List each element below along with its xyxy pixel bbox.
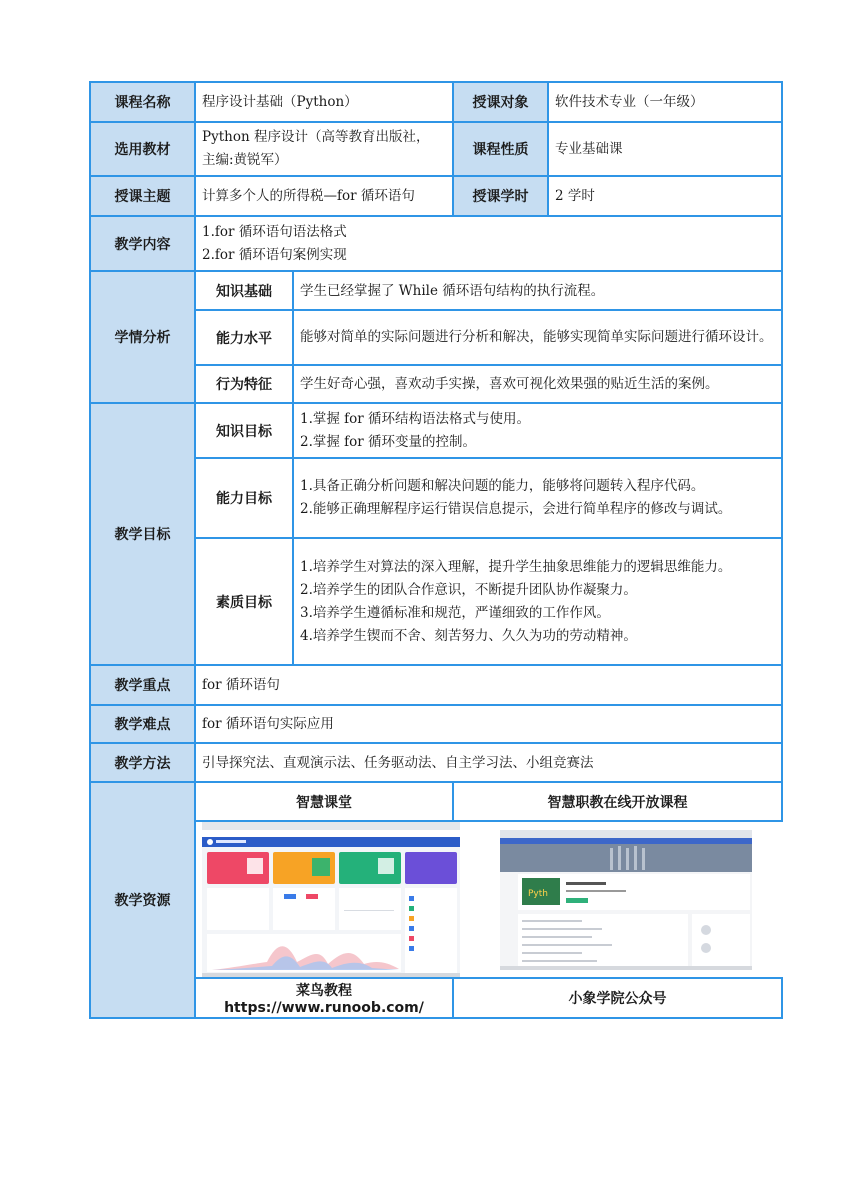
quality-goal-label: 素质目标 bbox=[195, 538, 293, 665]
resource-smart-classroom: 智慧课堂 bbox=[195, 782, 453, 821]
knowledge-base-label: 知识基础 bbox=[195, 271, 293, 310]
online-course-screenshot-cell bbox=[453, 821, 782, 978]
textbook-value bbox=[195, 122, 453, 176]
textbook-line: Python 程序设计（高等教育出版社， bbox=[202, 129, 430, 145]
resource-wechat-account: 小象学院公众号 bbox=[453, 978, 782, 1018]
ability-goal-label: 能力目标 bbox=[195, 458, 293, 538]
ability-level-value: 能够对简单的实际问题进行分析和解决，能够实现简单实际问题进行循环设计。 bbox=[293, 310, 782, 365]
topic-label: 授课主题 bbox=[90, 176, 195, 216]
behavior-value: 学生好奇心强，喜欢动手实操，喜欢可视化效果强的贴近生活的案例。 bbox=[293, 365, 782, 403]
course-nature-label: 课程性质 bbox=[453, 122, 548, 176]
smart-classroom-screenshot bbox=[202, 822, 461, 977]
audience-value: 软件技术专业（一年级） bbox=[548, 82, 782, 122]
difficulty-value: for 循环语句实际应用 bbox=[195, 705, 782, 743]
goal-item: 1.培养学生对算法的深入理解，提升学生抽象思维能力的逻辑思维能力。 bbox=[300, 558, 732, 575]
goal-item: 2.能够正确理解程序运行错误信息提示，会进行简单程序的修改与调试。 bbox=[300, 501, 732, 517]
content-item: 1.for 循环语句语法格式 bbox=[202, 223, 347, 240]
key-point-value: for 循环语句 bbox=[195, 665, 782, 705]
methods-label: 教学方法 bbox=[90, 743, 195, 782]
knowledge-goal-value bbox=[293, 403, 782, 458]
goal-item: 3.培养学生遵循标准和规范，严谨细致的工作作风。 bbox=[300, 604, 610, 621]
goal-item: 1.具备正确分析问题和解决问题的能力，能够将问题转入程序代码。 bbox=[300, 478, 705, 494]
audience-label: 授课对象 bbox=[453, 82, 548, 122]
content-value bbox=[195, 216, 782, 271]
methods-value: 引导探究法、直观演示法、任务驱动法、自主学习法、小组竞赛法 bbox=[195, 743, 782, 782]
ability-level-label: 能力水平 bbox=[195, 310, 293, 365]
resource-runoob[interactable]: 菜鸟教程 https://www.runoob.com/ bbox=[195, 978, 453, 1018]
key-point-label: 教学重点 bbox=[90, 665, 195, 705]
goal-item: 2.培养学生的团队合作意识，不断提升团队协作凝聚力。 bbox=[300, 581, 637, 598]
course-nature-value: 专业基础课 bbox=[548, 122, 782, 176]
goal-item: 2.掌握 for 循环变量的控制。 bbox=[300, 433, 477, 450]
resources-label: 教学资源 bbox=[90, 782, 195, 1018]
content-item: 2.for 循环语句案例实现 bbox=[202, 246, 347, 263]
difficulty-label: 教学难点 bbox=[90, 705, 195, 743]
learner-analysis-label: 学情分析 bbox=[90, 271, 195, 403]
quality-goal-value bbox=[293, 538, 782, 665]
ability-goal-value bbox=[293, 458, 782, 538]
knowledge-goal-label: 知识目标 bbox=[195, 403, 293, 458]
course-name-value: 程序设计基础（Python） bbox=[195, 82, 453, 122]
online-course-screenshot bbox=[460, 822, 785, 977]
knowledge-base-value: 学生已经掌握了 While 循环语句结构的执行流程。 bbox=[293, 271, 782, 310]
lesson-plan-table bbox=[89, 81, 783, 1019]
resource-online-course: 智慧职教在线开放课程 bbox=[453, 782, 782, 821]
content-label: 教学内容 bbox=[90, 216, 195, 271]
course-name-label: 课程名称 bbox=[90, 82, 195, 122]
smart-classroom-screenshot-cell bbox=[195, 821, 453, 978]
textbook-line: 主编:黄锐军） bbox=[202, 152, 288, 168]
textbook-label: 选用教材 bbox=[90, 122, 195, 176]
hours-label: 授课学时 bbox=[453, 176, 548, 216]
goal-item: 1.掌握 for 循环结构语法格式与使用。 bbox=[300, 410, 531, 427]
python-logo-text: Pyth bbox=[528, 889, 548, 899]
goal-item: 4.培养学生锲而不舍、刻苦努力、久久为功的劳动精神。 bbox=[300, 627, 637, 644]
hours-value: 2 学时 bbox=[548, 176, 782, 216]
objectives-label: 教学目标 bbox=[90, 403, 195, 665]
behavior-label: 行为特征 bbox=[195, 365, 293, 403]
topic-value: 计算多个人的所得税—for 循环语句 bbox=[195, 176, 453, 216]
